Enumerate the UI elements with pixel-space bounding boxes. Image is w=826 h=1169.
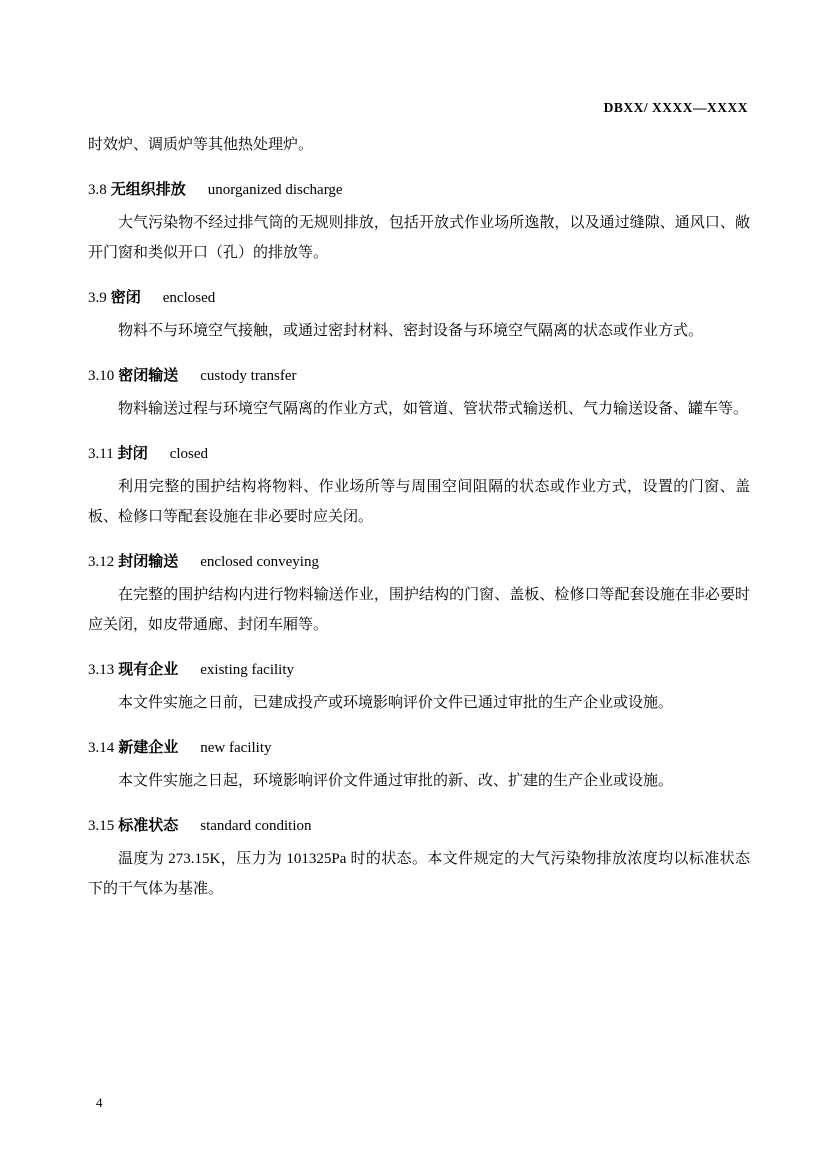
term-definition-3-11: 利用完整的围护结构将物料、作业场所等与周围空间阻隔的状态或作业方式，设置的门窗、盖板、检修口等配套设施在非必要时应关闭。 <box>88 479 750 525</box>
term-chinese: 现有企业 <box>118 662 179 678</box>
term-chinese: 无组织排放 <box>110 182 186 198</box>
page-content <box>88 100 750 918</box>
term-number: 3.11 <box>88 446 114 462</box>
page-number: 4 <box>96 1095 103 1110</box>
term-english: new facility <box>200 740 272 756</box>
term-chinese: 封闭输送 <box>118 554 179 570</box>
term-definition-3-9: 物料不与环境空气接触，或通过密封材料、密封设备与环境空气隔离的状态或作业方式。 <box>118 323 704 339</box>
term-heading-3-14 <box>88 734 750 762</box>
term-definition-3-14: 本文件实施之日起，环境影响评价文件通过审批的新、改、扩建的生产企业或设施。 <box>118 773 674 789</box>
term-heading-3-11 <box>88 440 750 468</box>
term-english: unorganized discharge <box>207 182 343 198</box>
term-number: 3.10 <box>88 368 115 384</box>
term-english: closed <box>169 446 209 462</box>
term-heading-3-9 <box>88 284 750 312</box>
term-chinese: 标准状态 <box>118 818 179 834</box>
term-number: 3.9 <box>88 290 107 306</box>
term-chinese: 密闭 <box>110 290 141 306</box>
term-number: 3.8 <box>88 182 107 198</box>
term-number: 3.15 <box>88 818 115 834</box>
term-chinese: 密闭输送 <box>118 368 179 384</box>
continued-paragraph: 时效炉、调质炉等其他热处理炉。 <box>88 137 314 153</box>
term-english: enclosed <box>162 290 216 306</box>
term-heading-3-8 <box>88 176 750 204</box>
term-english: enclosed conveying <box>200 554 319 570</box>
term-chinese: 封闭 <box>117 446 148 462</box>
term-chinese: 新建企业 <box>118 740 179 756</box>
term-definition-3-8: 大气污染物不经过排气筒的无规则排放，包括开放式作业场所逸散，以及通过缝隙、通风口、敞开门窗和类似开口（孔）的排放等。 <box>88 215 750 261</box>
term-number: 3.14 <box>88 740 115 756</box>
term-definition-3-12: 在完整的围护结构内进行物料输送作业，围护结构的门窗、盖板、检修口等配套设施在非必要时应关闭，如皮带通廊、封闭车厢等。 <box>88 587 750 633</box>
term-heading-3-12 <box>88 548 750 576</box>
term-number: 3.12 <box>88 554 115 570</box>
term-definition-3-13: 本文件实施之日前，已建成投产或环境影响评价文件已通过审批的生产企业或设施。 <box>118 695 674 711</box>
term-english: standard condition <box>200 818 312 834</box>
term-definition-3-10: 物料输送过程与环境空气隔离的作业方式，如管道、管状带式输送机、气力输送设备、罐车等。 <box>118 401 749 417</box>
term-english: custody transfer <box>200 368 297 384</box>
term-heading-3-15 <box>88 812 750 840</box>
term-english: existing facility <box>200 662 294 678</box>
page-header: DBXX/ XXXX—XXXX <box>603 100 748 115</box>
term-heading-3-13 <box>88 656 750 684</box>
term-definition-3-15: 温度为 273.15K，压力为 101325Pa 时的状态。本文件规定的大气污染物排放浓度均以标准状态下的干气体为基准。 <box>88 851 750 897</box>
term-heading-3-10 <box>88 362 750 390</box>
term-number: 3.13 <box>88 662 115 678</box>
